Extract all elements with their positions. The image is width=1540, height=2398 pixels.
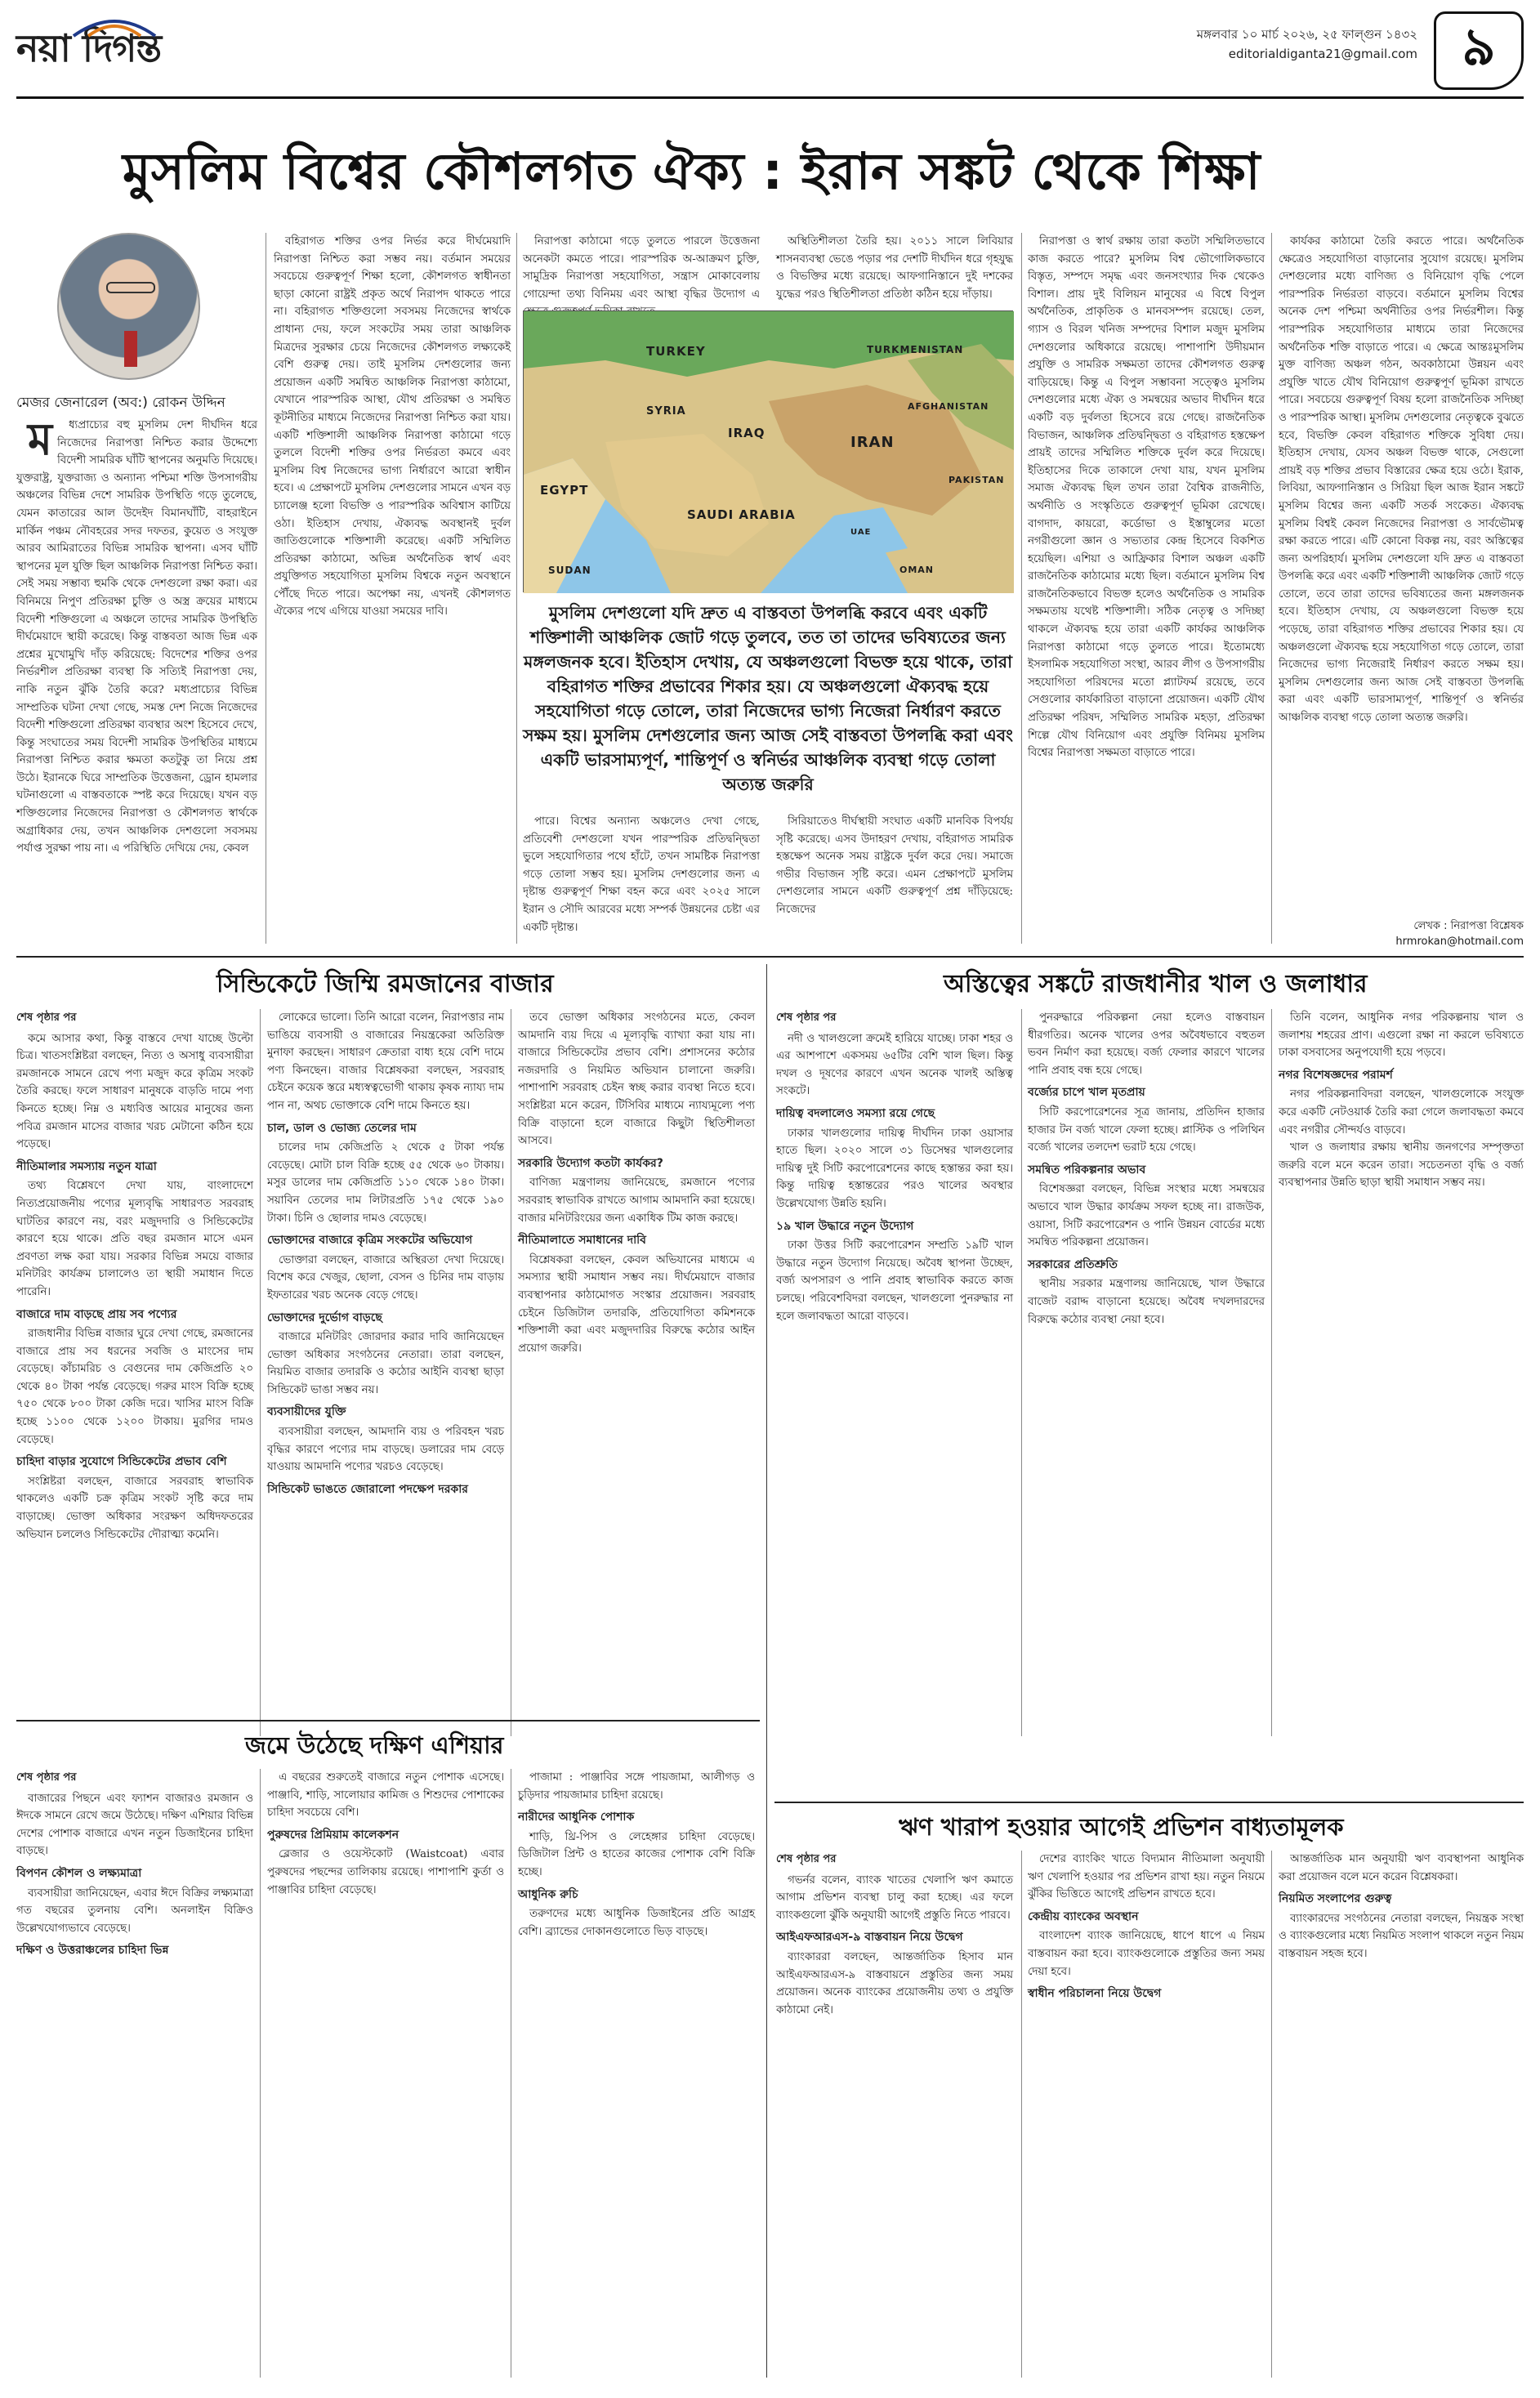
story3-col2b-text: সিটি করপোরেশনের সূত্র জানায়, প্রতিদিন হাজার হাজার টন বর্জ্য খালে ফেলা হচ্ছে। প্লাস্টিক ও পলিথিন বর্জ্যে খালের তলদেশ ভরাট হয়ে গেছে। [1028, 1105, 1265, 1154]
story2-col2b-text: চালের দাম কেজিপ্রতি ২ থেকে ৫ টাকা পর্যন্ত বেড়েছে। মোটা চাল বিক্রি হচ্ছে ৫৫ থেকে ৬০ টাকায়। মসুর ডালের দাম কেজিপ্রতি ১১০ থেকে ১৪০ টাকা। সয়াবিন তেলের দাম লিটারপ্রতি ১৭৫ থেকে ১৯০ টাকা। চিনি ও ছোলার দামও বেড়েছে। [267, 1141, 504, 1225]
lead-col2-text: বহিরাগত শক্তির ওপর নির্ভর করে দীর্ঘমেয়াদি নিরাপত্তা নিশ্চিত করা সম্ভব নয়। বর্তমান সময়ের সবচেয়ে গুরুত্বপূর্ণ শিক্ষা হলো, কৌশলগত স্বাধীনতা ছাড়া কোনো রাষ্ট্রই প্রকৃত অর্থে নিরাপদ থাকতে পারে না। বহিরাগত শক্তিগুলো সবসময় নিজেদের স্বার্থকে প্রাধান্য দেয়, ফলে সংকটের সময় তারা আঞ্চলিক মিত্রদের সুরক্ষার চেয়ে নিজেদের কৌশলগত লক্ষ্যকেই বেশি গুরুত্ব দেয়। তাই মুসলিম দেশগুলোর জন্য প্রয়োজন একটি সমন্বিত আঞ্চলিক নিরাপত্তা কাঠামো, যেখানে পারস্পরিক আস্থা, যৌথ প্রতিরক্ষা ও সমন্বিত কূটনীতির মাধ্যমে নিজেদের নিরাপত্তা নিশ্চিত করা যায়। একটি শক্তিশালী আঞ্চলিক নিরাপত্তা কাঠামো গড়ে তুললে বিদেশী শক্তির ওপর নির্ভরতা কমবে এবং মুসলিম বিশ্ব নিজেদের ভাগ্য নির্ধারণে আরো স্বাধীন হবে। এ প্রেক্ষাপটে মুসলিম দেশগুলোর সামনে এখন বড় চ্যালেঞ্জ হলো বিভক্তি ও পারস্পরিক অবিশ্বাস কাটিয়ে ওঠা। ইতিহাস দেখায়, ঐক্যবদ্ধ অবস্থানই দুর্বল জাতিগুলোকে শক্তিশালী করেছে। একটি সম্মিলিত প্রতিরক্ষা কাঠামো, অভিন্ন অর্থনৈতিক স্বার্থ এবং প্রযুক্তিগত সহযোগিতা মুসলিম বিশ্বকে নতুন অবস্থানে পৌঁছে দিতে পারে। অপেক্ষা নয়, এখনই কৌশলগত ঐক্যের পথে এগিয়ে যাওয়া সময়ের দাবি। [274, 235, 511, 618]
glasses-shape [106, 282, 155, 293]
story2-col3b-text: বাণিজ্য মন্ত্রণালয় জানিয়েছে, রমজানে পণ্যের সরবরাহ স্বাভাবিক রাখতে আগাম আমদানি করা হয়েছে। বাজার মনিটরিংয়ের জন্য একাধিক টিম কাজ করছে। [518, 1177, 755, 1225]
lead-col6-text: কার্যকর কাঠামো তৈরি করতে পারে। অর্থনৈতিক ক্ষেত্রেও সহযোগিতা বাড়ানোর সুযোগ রয়েছে। মুসলিম দেশগুলোর মধ্যে বাণিজ্য ও বিনিয়োগ বৃদ্ধি পেলে পারস্পরিক নির্ভরতা বাড়বে। বর্তমানে মুসলিম বিশ্বের অনেক দেশ পশ্চিমা অর্থনীতির ওপর নির্ভরশীল। কিন্তু পারস্পরিক সহযোগিতার মাধ্যমে তারা নিজেদের অর্থনৈতিক শক্তি বাড়াতে পারে। এ ক্ষেত্রে আন্তঃমুসলিম মুক্ত বাণিজ্য অঞ্চল গঠন, অবকাঠামো উন্নয়ন এবং প্রযুক্তি খাতে যৌথ বিনিয়োগ গুরুত্বপূর্ণ ভূমিকা রাখতে পারে। সবচেয়ে গুরুত্বপূর্ণ বিষয় হলো রাজনৈতিক সদিচ্ছা ও পারস্পরিক আস্থা। মুসলিম দেশগুলোর নেতৃত্বকে বুঝতে হবে, বিভক্তি কেবল বহিরাগত শক্তিকে সুবিধা দেয়। ইতিহাস দেখায়, যেসব অঞ্চল বিভক্ত থাকে, সেগুলো প্রায়ই বড় শক্তির প্রভাব বিস্তারের ক্ষেত্র হয়ে ওঠে। ইরাক, লিবিয়া, আফগানিস্তান ও সিরিয়া ছিল আজ ইরান সঙ্কটে মুসলিম বিশ্বের জন্য একটি সতর্ক সংকেত। ঐক্যবদ্ধ মুসলিম বিশ্বই কেবল নিজেদের নিরাপত্তা ও সার্বভৌমত্ব রক্ষা করতে পারে। এটি কোনো বিকল্প নয়, বরং অস্তিত্বের জন্য অপরিহার্য। মুসলিম দেশগুলো যদি দ্রুত এ বাস্তবতা উপলব্ধি করে এবং একটি শক্তিশালী আঞ্চলিক জোট গড়ে তোলে, তবে তারা তাদের ভবিষ্যতের জন্য মঙ্গলজনক হবে। ইতিহাস দেখায়, যে অঞ্চলগুলো বিভক্ত হয়ে পড়েছে, তারা বহিরাগত শক্তির প্রভাবের শিকার হয়। যে অঞ্চলগুলো ঐক্যবদ্ধ হয়ে সহযোগিতা গড়ে তোলে, তারা নিজেদের ভাগ্য নিজেরাই নির্ধারণ করতে সক্ষম হয়। মুসলিম দেশগুলোর জন্য আজ সেই বাস্তবতা উপলব্ধি করা এবং একটি ভারসাম্যপূর্ণ, শান্তিপূর্ণ ও স্বনির্ভর আঞ্চলিক ব্যবস্থা গড়ে তোলা অত্যন্ত জরুরি। [1279, 235, 1524, 725]
story3-subhead: ১৯ খাল উদ্ধারে নতুন উদ্যোগ [776, 1219, 914, 1233]
story2-col2-text: লোকেরে ভালো। তিনি আরো বলেন, নিরাপত্তার নাম ভাঙিয়ে ব্যবসায়ী ও বাজারের নিয়ন্ত্রকেরা অতিরিক্ত মুনাফা করছেন। সাধারণ ক্রেতারা বাধ্য হয়ে বেশি দামে পণ্য কিনছেন। বাজার বিশ্লেষকরা বলছেন, সরবরাহ চেইনে কয়েক স্তরে মধ্যস্বত্বভোগী থাকায় কৃষক ন্যায্য দাম পান না, অথচ ভোক্তাকে বেশি দামে কিনতে হয়। [267, 1011, 504, 1112]
lead-column-5 [1028, 233, 1265, 948]
map-label-iran: IRAN [850, 434, 895, 451]
lead-column-4-bottom [776, 813, 1013, 948]
column-divider [1021, 1009, 1022, 1736]
story2-col1c-text: রাজধানীর বিভিন্ন বাজার ঘুরে দেখা গেছে, রমজানের বাজারে প্রায় সব ধরনের সবজি ও মাংসের দাম বেড়েছে। কাঁচামরিচ ও বেগুনের দাম কেজিপ্রতি ২০ থেকে ৪০ টাকা পর্যন্ত বেড়েছে। গরুর মাংস বিক্রি হচ্ছে ৭৫০ থেকে ৮০০ টাকা কেজি দরে। খাসির মাংস বিক্রি হচ্ছে ১১০০ থেকে ১২০০ টাকায়। মুরগির দামও বেড়েছে। [16, 1328, 253, 1446]
map-label-pakistan: PAKISTAN [949, 475, 1005, 485]
logo-text: নয়া দিগন্ত [16, 26, 162, 70]
story5-col3b-text: ব্যাংকারদের সংগঠনের নেতারা বলছেন, নিয়ন্ত্রক সংস্থা ও ব্যাংকগুলোর মধ্যে নিয়মিত সংলাপ থাকলে নতুন নিয়ম বাস্তবায়ন সহজ হবে। [1279, 1912, 1524, 1960]
story5-col2-text: দেশের ব্যাংকিং খাতে বিদ্যমান নীতিমালা অনুযায়ী ঋণ খেলাপি হওয়ার পর প্রভিশন রাখা হয়। নতুন নিয়মে ঝুঁকির ভিত্তিতে আগেই প্রভিশন রাখতে হবে। [1028, 1853, 1265, 1901]
story4-col1b-text: ব্যবসায়ীরা জানিয়েছেন, এবার ঈদে বিক্রির লক্ষ্যমাত্রা গত বছরের তুলনায় বেশি। অনলাইন বিক্রিও উল্লেখযোগ্যভাবে বেড়েছে। [16, 1887, 253, 1935]
story2-col2c-text: ভোক্তারা বলছেন, বাজারে অস্থিরতা দেখা দিয়েছে। বিশেষ করে খেজুর, ছোলা, বেসন ও চিনির দাম বাড়ায় ইফতারের খরচ অনেক বেড়ে গেছে। [267, 1253, 504, 1302]
story2-subhead: নীতিমালাতে সমাধানের দাবি [518, 1234, 646, 1248]
continued-from-label: শেষ পৃষ্ঠার পর [16, 1771, 77, 1784]
map-label-oman: OMAN [899, 565, 935, 575]
story4-subhead: নারীদের আধুনিক পোশাক [518, 1811, 635, 1824]
story3-subhead: সরকারের প্রতিশ্রুতি [1028, 1257, 1118, 1271]
story3-col1b-text: ঢাকার খালগুলোর দায়িত্ব দীর্ঘদিন ঢাকা ওয়াসার হাতে ছিল। ২০২০ সালে ৩১ ডিসেম্বর খালগুলোর দায়িত্ব দুই সিটি করপোরেশনের কাছে হস্তান্তর করা হয়। কিন্তু দায়িত্ব হস্তান্তরের পরও খালের অবস্থার উল্লেখযোগ্য উন্নতি হয়নি। [776, 1127, 1013, 1210]
story4-subhead: আধুনিক রুচি [518, 1887, 578, 1901]
newspaper-logo[interactable] [16, 23, 161, 80]
story4-column-2 [267, 1769, 504, 2378]
author-photo [57, 233, 200, 380]
story2-column-3 [518, 1009, 755, 1740]
story5-col3-text: আন্তর্জাতিক মান অনুযায়ী ঋণ ব্যবস্থাপনা আধুনিক করা প্রয়োজন বলে মনে করেন বিশ্লেষকরা। [1279, 1853, 1524, 1883]
tie-shape [124, 331, 137, 367]
lead-column-2 [274, 233, 511, 948]
middle-east-map [523, 310, 1013, 592]
story5-col1-text: গভর্নর বলেন, ব্যাংক খাতের খেলাপি ঋণ কমাতে আগাম প্রভিশন ব্যবস্থা চালু করা হচ্ছে। এর ফলে ব্যাংকগুলো ঝুঁকি অনুযায়ী আগেই প্রস্তুতি নিতে পারবে। [776, 1873, 1013, 1922]
story3-subhead: নগর বিশেষজ্ঞদের পরামর্শ [1279, 1068, 1393, 1082]
sunrise-icon [65, 11, 163, 38]
story2-subhead: চাল, ডাল ও ভোজ্য তেলের দাম [267, 1121, 417, 1135]
map-label-turkmenistan: TURKMENISTAN [867, 344, 964, 355]
story2-subhead: সরকারি উদ্যোগ কতটা কার্যকর? [518, 1156, 663, 1170]
story2-col1b-text: তথ্য বিশ্লেষণে দেখা যায়, বাংলাদেশে নিত্যপ্রয়োজনীয় পণ্যের মূল্যবৃদ্ধি সাধারণত সরবরাহ ঘাটতির কারণে নয়, বরং মজুদদারি ও সিন্ডিকেটের কারণে হয়ে থাকে। প্রতি বছর রমজান মাসে এমন প্রবণতা লক্ষ করা যায়। সরকার বিভিন্ন সময়ে বাজার মনিটরিং কার্যক্রম চালালেও তা স্থায়ী সমাধান দিতে পারেনি। [16, 1180, 253, 1298]
section-rule [16, 1720, 760, 1721]
issue-date: মঙ্গলবার ১০ মার্চ ২০২৬, ২৫ ফাল্গুন ১৪৩২ [1196, 27, 1417, 42]
map-label-egypt: EGYPT [540, 483, 589, 498]
story3-subhead: সমন্বিত পরিকল্পনার অভাব [1028, 1163, 1146, 1177]
map-label-iraq: IRAQ [728, 426, 766, 440]
author-credit [1279, 918, 1524, 948]
lead-col1-text [16, 413, 257, 858]
story4-col3c-text: তরুণদের মধ্যে আধুনিক ডিজাইনের প্রতি আগ্রহ বেশি। ব্র্যান্ডের দোকানগুলোতে ভিড় বাড়ছে। [518, 1908, 755, 1938]
story2-column-2 [267, 1009, 504, 1740]
story2-subhead: ব্যবসায়ীদের যুক্তি [267, 1405, 346, 1419]
story4-subhead: দক্ষিণ ও উত্তরাঞ্চলের চাহিদা ভিন্ন [16, 1944, 169, 1958]
story5-col2b-text: বাংলাদেশ ব্যাংক জানিয়েছে, ধাপে ধাপে এ নিয়ম বাস্তবায়ন করা হবে। ব্যাংকগুলোকে প্রস্তুতির জন্য সময় দেয়া হবে। [1028, 1930, 1265, 1978]
story5-subhead: কেন্দ্রীয় ব্যাংকের অবস্থান [1028, 1909, 1139, 1923]
map-label-saudi-arabia: SAUDI ARABIA [687, 507, 796, 522]
story2-col1d-text: সংশ্লিষ্টরা বলছেন, বাজারে সরবরাহ স্বাভাবিক থাকলেও একটি চক্র কৃত্রিম সংকট সৃষ্টি করে দাম বাড়াচ্ছে। ভোক্তা অধিকার সংরক্ষণ অধিদফতরের অভিযান চললেও সিন্ডিকেটের দৌরাত্ম্য কমেনি। [16, 1475, 253, 1541]
story4-headline: জমে উঠেছে দক্ষিণ এশিয়ার [245, 1731, 504, 1759]
story3-col2c-text: বিশেষজ্ঞরা বলছেন, বিভিন্ন সংস্থার মধ্যে সমন্বয়ের অভাবে খাল উদ্ধার কার্যক্রম সফল হচ্ছে না। রাজউক, ওয়াসা, সিটি করপোরেশন ও পানি উন্নয়ন বোর্ডের মধ্যে সমন্বিত পরিকল্পনা প্রয়োজন। [1028, 1183, 1265, 1249]
column-divider [1271, 1009, 1272, 1736]
story3-column-3 [1279, 1009, 1524, 1740]
masthead-rule [16, 96, 1524, 99]
story3-col1c-text: ঢাকা উত্তর সিটি করপোরেশন সম্প্রতি ১৯টি খাল উদ্ধারে নতুন উদ্যোগ নিয়েছে। অবৈধ স্থাপনা উচ্ছেদ, বর্জ্য অপসারণ ও পানি প্রবাহ স্বাভাবিক করতে কাজ চলছে। পরিবেশবিদরা বলছেন, খালগুলো পুনরুদ্ধার না হলে জলাবদ্ধতা আরো বাড়বে। [776, 1239, 1013, 1323]
column-divider [260, 1769, 261, 2378]
story2-subhead: চাহিদা বাড়ার সুযোগে সিন্ডিকেটের প্রভাব বেশি [16, 1455, 227, 1469]
issue-meta [1197, 25, 1417, 64]
story3-col3c-text: খাল ও জলাধার রক্ষায় স্থানীয় জনগণের সম্পৃক্ততা জরুরি বলে মনে করেন তারা। সচেতনতা বৃদ্ধি ও বর্জ্য ব্যবস্থাপনার উন্নতি ছাড়া স্থায়ী সমাধান সম্ভব নয়। [1279, 1141, 1524, 1190]
lead-column-3-top [523, 233, 760, 306]
story5-column-1 [776, 1851, 1013, 2378]
story5-subhead: আইএফআরএস-৯ বাস্তবায়ন নিয়ে উদ্বেগ [776, 1931, 963, 1945]
story3-subhead: বর্জ্যের চাপে খাল মৃতপ্রায় [1028, 1086, 1145, 1100]
story2-subhead: বাজারে দাম বাড়ছে প্রায় সব পণ্যের [16, 1307, 177, 1321]
lead-column-1 [16, 413, 257, 948]
story4-col1-text: বাজারের পিছনে এবং ফ্যাশন বাজারও রমজান ও ঈদকে সামনে রেখে জমে উঠেছে। দক্ষিণ এশিয়ার বিভিন্ন দেশের পোশাক বাজারে এখন নতুন ডিজাইনের চাহিদা বাড়ছে। [16, 1792, 253, 1858]
lead-col3-top-text: নিরাপত্তা কাঠামো গড়ে তুলতে পারলে উত্তেজনা অনেকটা কমতে পারে। পারস্পরিক অ-আক্রমণ চুক্তি, সামুদ্রিক নিরাপত্তা সহযোগিতা, সন্ত্রাস মোকাবেলায় গোয়েন্দা তথ্য বিনিময় এবং আস্থা বৃদ্ধির উদ্যোগ এ [523, 235, 760, 301]
story4-column-3 [518, 1769, 755, 2378]
author-name: মেজর জেনারেল (অব:) রোকন উদ্দিন [16, 395, 225, 411]
story4-column-1 [16, 1769, 253, 2378]
story3-col3b-text: নগর পরিকল্পনাবিদরা বলছেন, খালগুলোকে সংযুক্ত করে একটি নেটওয়ার্ক তৈরি করা গেলে জলাবদ্ধতা কমবে এবং নগরীর সৌন্দর্যও বাড়বে। [1279, 1088, 1524, 1136]
story4-col2b-text: ব্লেজার ও ওয়েস্টকোট (Waistcoat) এবার পুরুষদের পছন্দের তালিকায় রয়েছে। পাশাপাশি কুর্তা ও পাঞ্জাবির চাহিদা বেড়েছে। [267, 1848, 504, 1896]
story5-column-2 [1028, 1851, 1265, 2378]
story3-col2d-text: স্থানীয় সরকার মন্ত্রণালয় জানিয়েছে, খাল উদ্ধারে বাজেট বরাদ্দ বাড়ানো হয়েছে। অবৈধ দখলদারদের বিরুদ্ধে কঠোর ব্যবস্থা নেয়া হবে। [1028, 1278, 1265, 1326]
story2-subhead: নীতিমালার সমস্যায় নতুন যাত্রা [16, 1159, 157, 1173]
author-email[interactable]: hrmrokan@hotmail.com [1395, 936, 1524, 948]
story2-col1-text: কমে আসার কথা, কিন্তু বাস্তবে দেখা যাচ্ছে উল্টো চিত্র। খাতসংশ্লিষ্টরা বলছেন, নিত্য ও অসাধু ব্যবসায়ীরা রমজানকে সামনে রেখে পণ্য মজুদ করে কৃত্রিম সংকট তৈরি করছে। ফলে সাধারণ মানুষকে বাড়তি দামে পণ্য কিনতে হচ্ছে। নিম্ন ও মধ্যবিত্ত আয়ের মানুষের জন্য পবিত্র রমজান মাসের বাজার খরচ মেটানো কঠিন হয়ে পড়েছে। [16, 1032, 253, 1151]
story4-col2-text: এ বছরের শুরুতেই বাজারে নতুন পোশাক এসেছে। পাঞ্জাবি, শাড়ি, সালোয়ার কামিজ ও শিশুদের পোশাকের চাহিদা সবচেয়ে বেশি। [267, 1771, 504, 1820]
column-divider [1021, 233, 1022, 944]
story4-col3-text: পাজামা : পাঞ্জাবির সঙ্গে পায়জামা, আলীগড় ও চুড়িদার পায়জামার চাহিদা রয়েছে। [518, 1771, 755, 1802]
story3-column-2 [1028, 1009, 1265, 1740]
map-label-turkey: TURKEY [646, 344, 706, 359]
story3-col1-text: নদী ও খালগুলো ক্রমেই হারিয়ে যাচ্ছে। ঢাকা শহর ও এর আশপাশে একসময় ৬৫টির বেশি খাল ছিল। কিন্তু দখল ও দূষণের কারণে এখন অনেক খালই অস্তিত্ব সংকটে। [776, 1032, 1013, 1098]
column-divider [260, 1009, 261, 1736]
column-divider [516, 233, 517, 944]
continued-from-label: শেষ পৃষ্ঠার পর [776, 1011, 837, 1024]
lead-col5-text: নিরাপত্তা ও স্বার্থ রক্ষায় তারা কতটা সম্মিলিতভাবে কাজ করতে পারে? মুসলিম বিশ্ব ভৌগোলিকভাবে বিস্তৃত, সম্পদে সমৃদ্ধ এবং জনসংখ্যার দিক থেকেও বিশাল। প্রায় দুই বিলিয়ন মানুষের এ বিশ্বে বিপুল অর্থনৈতিক, প্রাকৃতিক ও মানবসম্পদ রয়েছে। তেল, গ্যাস ও বিরল খনিজ সম্পদের বিশাল মজুদ মুসলিম দেশগুলোর অধিকারে রয়েছে। পাশাপাশি উদীয়মান প্রযুক্তি ও সামরিক সক্ষমতা তাদের কৌশলগত গুরুত্ব বাড়িয়েছে। কিন্তু এ বিপুল সম্ভাবনা সত্ত্বেও মুসলিম দেশগুলোর মধ্যে ঐক্য ও সমন্বয়ের অভাব দীর্ঘদিন ধরে একটি বড় দুর্বলতা হিসেবে রয়ে গেছে। রাজনৈতিক বিভাজন, আঞ্চলিক প্রতিদ্বন্দ্বিতা ও বহিরাগত হস্তক্ষেপ প্রায়ই তাদের সম্মিলিত শক্তিকে দুর্বল করে দিয়েছে। ইতিহাসের দিকে তাকালে দেখা যায়, যখন মুসলিম সমাজ ঐক্যবদ্ধ ছিল তখন তারা বৈশ্বিক রাজনীতি, অর্থনীতি ও সংস্কৃতিতে গুরুত্বপূর্ণ ভূমিকা রেখেছে। বাগদাদ, কায়রো, কর্ডোভা ও ইস্তাম্বুলের মতো নগরীগুলো জ্ঞান ও সভ্যতার কেন্দ্র হিসেবে বিকশিত হয়েছিল। এশিয়া ও আফ্রিকার বিশাল অঞ্চল একটি রাজনৈতিক কাঠামোর মধ্যে ছিল। বর্তমানে মুসলিম বিশ্ব রাজনৈতিকভাবে বিভক্ত হলেও অর্থনৈতিক ও সামরিক সক্ষমতায় যথেষ্ট শক্তিশালী। সঠিক নেতৃত্ব ও সদিচ্ছা থাকলে ঐক্যবদ্ধ হয়ে তারা একটি কার্যকর আঞ্চলিক নিরাপত্তা কাঠামো গড়ে তুলতে পারে। ইতোমধ্যে ইসলামিক সহযোগিতা সংস্থা, আরব লীগ ও উপসাগরীয় সহযোগিতা পরিষদের মতো প্ল্যাটফর্ম রয়েছে, তবে সেগুলোর কার্যকারিতা বাড়ানো প্রয়োজন। একটি যৌথ প্রতিরক্ষা পরিষদ, সম্মিলিত সামরিক মহড়া, প্রতিরক্ষা শিল্পে যৌথ বিনিয়োগ এবং প্রযুক্তি বিনিময় মুসলিম বিশ্বের নিরাপত্তা সক্ষমতা বাড়াতে পারে। [1028, 235, 1265, 760]
story2-column-1 [16, 1009, 253, 1740]
story5-subhead: নিয়মিত সংলাপের গুরুত্ব [1279, 1892, 1392, 1906]
masthead [0, 0, 1540, 98]
drop-cap: ম [28, 413, 52, 465]
story2-col3-text: তবে ভোক্তা অধিকার সংগঠনের মতে, কেবল আমদানি ব্যয় দিয়ে এ মূল্যবৃদ্ধি ব্যাখ্যা করা যায় না। বাজারে সিন্ডিকেটের প্রভাব বেশি। প্রশাসনের কঠোর নজরদারি ও নিয়মিত অভিযান চালানো জরুরি। পাশাপাশি সরবরাহ চেইন স্বচ্ছ করার ব্যবস্থা নিতে হবে। সংশ্লিষ্টরা মনে করেন, টিসিবির মাধ্যমে ন্যায্যমূল্যে পণ্য বিক্রি বাড়ানো হলে বাজারে কিছুটা স্থিতিশীলতা আসবে। [518, 1011, 755, 1148]
author-note: লেখক : নিরাপত্তা বিশ্লেষক [1413, 920, 1524, 932]
section-rule [16, 956, 1524, 958]
story4-col3b-text: শাড়ি, থ্রি-পিস ও লেহেঙ্গার চাহিদা বেড়েছে। ডিজিটাল প্রিন্ট ও হাতের কাজের পোশাক বেশি বিক্রি হচ্ছে। [518, 1830, 755, 1878]
story5-column-3 [1279, 1851, 1524, 2378]
story2-col3c-text: বিশ্লেষকরা বলছেন, কেবল অভিযানের মাধ্যমে এ সমস্যার স্থায়ী সমাধান সম্ভব নয়। দীর্ঘমেয়াদে বাজার ব্যবস্থাপনার কাঠামোগত সংস্কার প্রয়োজন। সরবরাহ চেইনে ডিজিটাল তদারকি, প্রতিযোগিতা কমিশনকে শক্তিশালী করা এবং মজুদদারির বিরুদ্ধে কঠোর আইন প্রয়োগ জরুরি। [518, 1253, 755, 1355]
column-divider [1271, 1851, 1272, 2378]
map-label-syria: SYRIA [646, 405, 686, 418]
section-rule [774, 1802, 1524, 1803]
story2-subhead: ভোক্তাদের দুর্ভোগ বাড়ছে [267, 1311, 382, 1324]
lead-col1-body: ধ্যপ্রাচ্যের বহু মুসলিম দেশ দীর্ঘদিন ধরে নিজেদের নিরাপত্তা নিশ্চিত করার উদ্দেশ্যে বিদেশী সামরিক ঘাঁটি স্থাপনের অনুমতি দিয়েছে। যুক্তরাষ্ট্র, যুক্তরাজ্য ও অন্যান্য পশ্চিমা শক্তি উপসাগরীয় অঞ্চলের বিভিন্ন দেশে সামরিক উপস্থিতি গড়ে তুলেছে, যেমন কাতারের আল উদেইদ বিমানঘাঁটি, বাহরাইনে মার্কিন পঞ্চম নৌবহরের সদর দফতর, কুয়েত ও সংযুক্ত আরব আমিরাতের বিভিন্ন সামরিক স্থাপনা। এসব ঘাঁটি স্থাপনের মূল যুক্তি ছিল আঞ্চলিক নিরাপত্তা নিশ্চিত করা। সেই সময় সম্ভাব্য হুমকি থেকে দেশগুলো রক্ষা করা। এর বিনিময়ে নিপুণ প্রতিরক্ষা চুক্তি ও অস্ত্র ক্রয়ের মাধ্যমে বিদেশী শক্তিগুলো এ অঞ্চলে তাদের সামরিক উপস্থিতি দীর্ঘমেয়াদে স্থায়ী করেছে। কিন্তু বাস্তবতা আজ ভিন্ন এক প্রশ্নের মুখোমুখি দাঁড় করিয়েছে: বিদেশের শক্তির ওপর নির্ভরশীল প্রতিরক্ষা ব্যবস্থা কি সত্যিই নিরাপত্তা দেয়, নাকি নতুন ঝুঁকি তৈরি করে? মধ্যপ্রাচ্যের বিভিন্ন সাম্প্রতিক ঘটনা দেখা গেছে, সমস্ত দেশ নিজে নিজেদের বিদেশী শক্তিগুলো প্রতিরক্ষা ব্যবস্থার অংশ হিসেবে দেখে, কিন্তু সংঘাতের সময় বিদেশী সামরিক উপস্থিতির মাধ্যমে নিরাপত্তা নিশ্চিত করার ক্ষমতা কতটুকু তা নিয়ে প্রশ্ন উঠে। ইরানকে ঘিরে সাম্প্রতিক উত্তেজনা, ড্রোন হামলার ঘটনাগুলো এ বাস্তবতাকে স্পষ্ট করে দিয়েছে। যখন বড় শক্তিগুলোর নিজেদের নিরাপত্তা ও কৌশলগত স্বার্থকে অগ্রাধিকার দেয়, তখন আঞ্চলিক দেশগুলো সবসময় পর্যাপ্ত সুরক্ষা পায় না। এ পরিস্থিতি দেখিয়ে দেয়, কেবল [16, 419, 257, 855]
pull-quote: মুসলিম দেশগুলো যদি দ্রুত এ বাস্তবতা উপলব্ধি করবে এবং একটি শক্তিশালী আঞ্চলিক জোট গড়ে তুলবে, তত তা তাদের ভবিষ্যতের জন্য মঙ্গলজনক হবে। ইতিহাস দেখায়, যে অঞ্চলগুলো বিভক্ত হয়ে থাকে, তারা বহিরাগত শক্তির প্রভাবের শিকার হয়। যে অঞ্চলগুলো ঐক্যবদ্ধ হয়ে সহযোগিতা গড়ে তোলে, তারা নিজেদের ভাগ্য নিজেরা নির্ধারণ করতে সক্ষম হয়। মুসলিম দেশগুলোর জন্য আজ সেই বাস্তবতা উপলব্ধি করা এবং একটি ভারসাম্যপূর্ণ, শান্তিপূর্ণ ও স্বনির্ভর আঞ্চলিক ব্যবস্থা গড়ে তোলা অত্যন্ত জরুরি [523, 603, 1013, 794]
story5-subhead: স্বাধীন পরিচালনা নিয়ে উদ্বেগ [1028, 1987, 1162, 2001]
story5-col1b-text: ব্যাংকাররা বলছেন, আন্তর্জাতিক হিসাব মান আইএফআরএস-৯ বাস্তবায়নে প্রস্তুতির জন্য সময় প্রয়োজন। অনেক ব্যাংকের প্রয়োজনীয় তথ্য ও প্রযুক্তি কাঠামো নেই। [776, 1950, 1013, 2016]
story3-column-1 [776, 1009, 1013, 1740]
lead-headline: মুসলিম বিশ্বের কৌশলগত ঐক্য : ইরান সঙ্কট থেকে শিক্ষা [123, 141, 1261, 201]
map-label-uae: UAE [850, 528, 872, 537]
column-divider [1021, 1851, 1022, 2378]
map-label-sudan: SUDAN [548, 565, 591, 576]
story4-subhead: বিপণন কৌশল ও লক্ষ্যমাত্রা [16, 1866, 142, 1880]
lead-col3-bottom-text: পারে। বিশ্বের অন্যান্য অঞ্চলেও দেখা গেছে, প্রতিবেশী দেশগুলো যখন পারস্পরিক প্রতিদ্বন্দ্বিতা ভুলে সহযোগিতার পথে হাঁটে, তখন সামষ্টিক নিরাপত্তা গড়ে তোলা সম্ভব হয়। মুসলিম দেশগুলোর জন্য এ দৃষ্টান্ত গুরুত্বপূর্ণ শিক্ষা বহন করে এবং ২০২৫ সালে ইরান ও সৌদি আরবের মধ্যে সম্পর্ক উন্নয়নের চেষ্টা এর একটি দৃষ্টান্ত। [523, 815, 760, 934]
column-divider [1271, 233, 1272, 944]
story3-subhead: দায়িত্ব বদলালেও সমস্যা রয়ে গেছে [776, 1106, 935, 1120]
lead-column-4-top [776, 233, 1013, 306]
page-number: ৯ [1434, 11, 1524, 90]
story2-subhead: ভোক্তাদের বাজারে কৃত্রিম সংকটের অভিযোগ [267, 1234, 473, 1248]
story4-subhead: পুরুষদের প্রিমিয়াম কালেকশন [267, 1828, 400, 1842]
lead-col4-bottom-text: সিরিয়াতেও দীর্ঘস্থায়ী সংঘাত একটি মানবিক বিপর্যয় সৃষ্টি করেছে। এসব উদাহরণ দেখায়, বহিরাগত সামরিক হস্তক্ষেপ অনেক সময় রাষ্ট্রকে দুর্বল করে দেয়। সমাজে গভীর বিভাজন সৃষ্টি করে। এমন প্রেক্ষাপটে মুসলিম দেশগুলোর সামনে একটি গুরুত্বপূর্ণ প্রশ্ন দাঁড়িয়েছে: নিজেদের [776, 815, 1013, 916]
lead-column-3-bottom [523, 813, 760, 948]
story3-headline: অস্তিত্বের সঙ্কটে রাজধানীর খাল ও জলাধার [944, 970, 1368, 998]
story3-col3-text: তিনি বলেন, আধুনিক নগর পরিকল্পনায় খাল ও জলাশয় শহরের প্রাণ। এগুলো রক্ষা না করলে ভবিষ্যতে ঢাকা বসবাসের অনুপযোগী হয়ে পড়বে। [1279, 1011, 1524, 1060]
story2-footer-note: সিন্ডিকেট ভাঙতে জোরালো পদক্ষেপ দরকার [267, 1482, 468, 1496]
story2-col2d-text: বাজারে মনিটরিং জোরদার করার দাবি জানিয়েছেন ভোক্তা অধিকার সংগঠনের নেতারা। তারা বলছেন, নিয়মিত বাজার তদারকি ও কঠোর আইনি ব্যবস্থা ছাড়া সিন্ডিকেট ভাঙা সম্ভব নয়। [267, 1331, 504, 1396]
lead-col4-top-text: অস্থিতিশীলতা তৈরি হয়। ২০১১ সালে লিবিয়ার শাসনব্যবস্থা ভেঙে পড়ার পর দেশটি দীর্ঘদিন ধরে গৃহযুদ্ধ ও বিভক্তির মধ্যে রয়েছে। আফগানিস্তানে দুই দশকের যুদ্ধের পরও স্থিতিশীলতা প্রতিষ্ঠা কঠিন হয়ে দাঁড়ায়। [776, 235, 1013, 301]
section-divider [766, 964, 767, 2378]
story3-col2-text: পুনরুদ্ধারে পরিকল্পনা নেয়া হলেও বাস্তবায়ন ধীরগতির। অনেক খালের ওপর অবৈধভাবে বহুতল ভবন নির্মাণ করা হয়েছে। বর্জ্য ফেলার কারণে খালের পানি প্রবাহ বন্ধ হয়ে গেছে। [1028, 1011, 1265, 1077]
lead-column-6 [1279, 233, 1524, 911]
continued-from-label: শেষ পৃষ্ঠার পর [16, 1011, 77, 1024]
continued-from-label: শেষ পৃষ্ঠার পর [776, 1853, 837, 1865]
story2-headline: সিন্ডিকেটে জিম্মি রমজানের বাজার [216, 970, 554, 998]
map-label-afghanistan: AFGHANISTAN [908, 401, 989, 412]
story5-headline: ঋণ খারাপ হওয়ার আগেই প্রভিশন বাধ্যতামূলক [899, 1813, 1344, 1841]
editorial-email[interactable]: editorialdiganta21@gmail.com [1228, 47, 1417, 61]
story2-col2e-text: ব্যবসায়ীরা বলছেন, আমদানি ব্যয় ও পরিবহন খরচ বৃদ্ধির কারণে পণ্যের দাম বাড়ছে। ডলারের দাম বেড়ে যাওয়ায় আমদানি পণ্যের খরচও বেড়েছে। [267, 1426, 504, 1474]
